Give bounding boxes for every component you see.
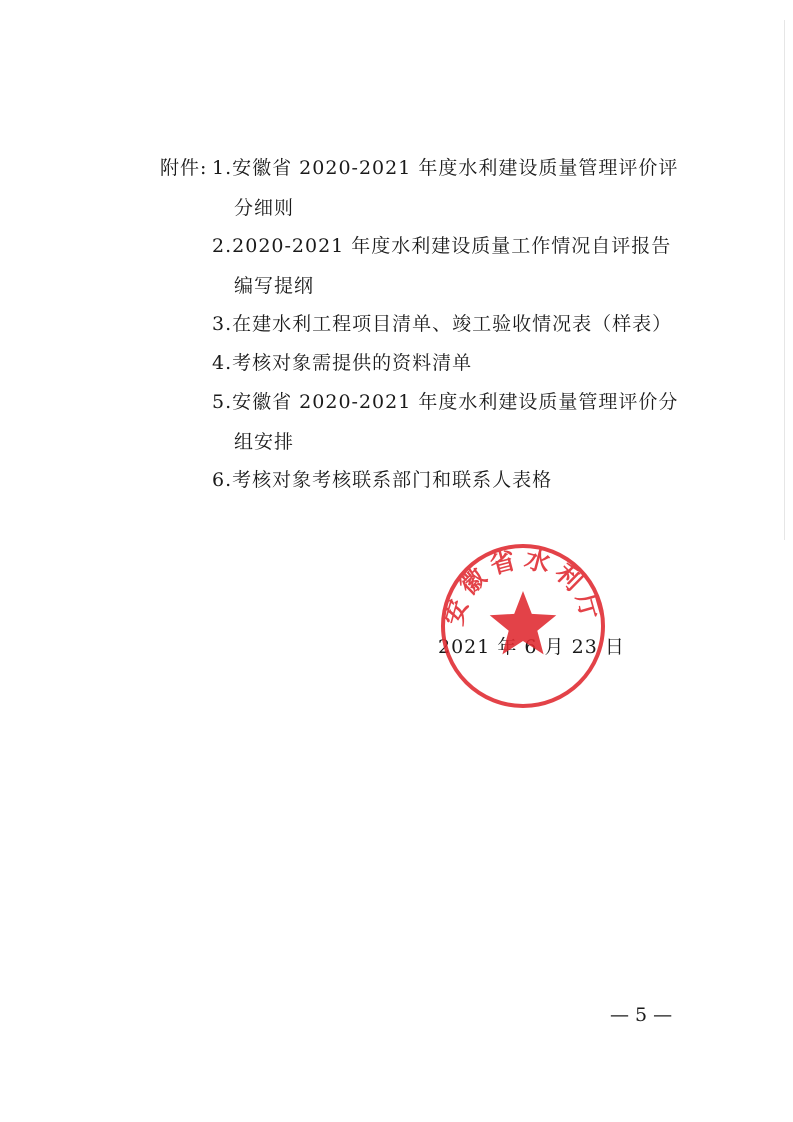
attachment-text: 考核对象考核联系部门和联系人表格 (232, 469, 553, 491)
attachment-text: 2020-2021 年度水利建设质量工作情况自评报告 (232, 235, 672, 257)
attachment-number: 1. (212, 157, 233, 179)
attachment-item-2 (212, 233, 671, 299)
seal-star-icon (490, 591, 557, 654)
attachment-item-3 (212, 311, 672, 337)
attachment-number: 2. (212, 235, 233, 257)
attachment-item-4 (212, 350, 472, 376)
page-number: — 5 — (610, 1004, 673, 1026)
document-date: 2021 年 6 月 23 日 (438, 636, 625, 658)
attachment-number: 3. (212, 313, 233, 335)
attachment-text: 在建水利工程项目清单、竣工验收情况表（样表） (232, 313, 673, 335)
seal-text: 安徽省水利厅 (438, 543, 608, 629)
attachment-item-5 (212, 389, 678, 455)
attachment-number: 6. (212, 469, 233, 491)
attachments-label: 附件: (160, 157, 208, 179)
attachment-text: 安徽省 2020-2021 年度水利建设质量管理评价评 (232, 157, 679, 179)
attachment-text: 安徽省 2020-2021 年度水利建设质量管理评价分 (232, 391, 679, 413)
attachment-item-6 (212, 467, 552, 493)
attachment-item-1 (212, 155, 678, 221)
attachment-number: 5. (212, 391, 233, 413)
attachment-number: 4. (212, 352, 233, 374)
attachment-continuation: 编写提纲 (234, 275, 315, 297)
scan-edge-line (784, 20, 785, 540)
attachment-continuation: 组安排 (234, 431, 295, 453)
attachment-continuation: 分细则 (234, 197, 295, 219)
attachment-text: 考核对象需提供的资料清单 (232, 352, 473, 374)
official-seal (438, 541, 608, 711)
